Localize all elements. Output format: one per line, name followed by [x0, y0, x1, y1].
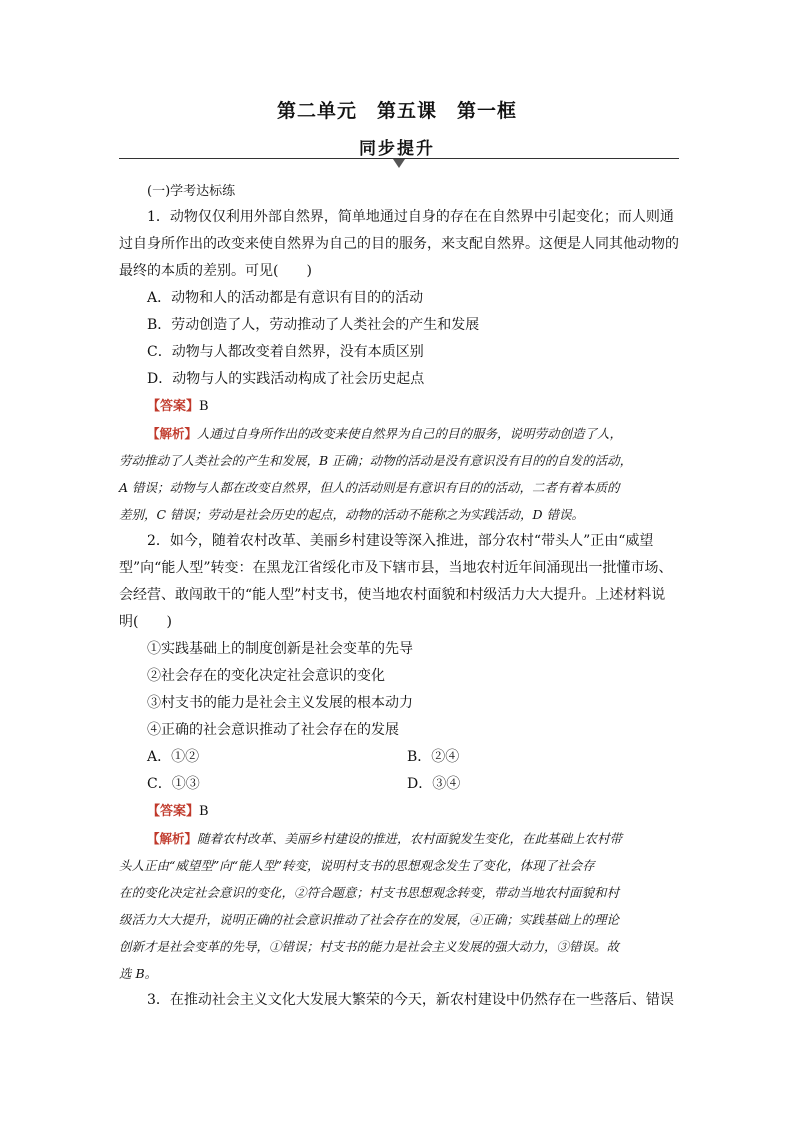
q2-options-row [119, 744, 679, 771]
answer-tag: 【答案】 [147, 804, 200, 819]
question-1 [119, 204, 679, 528]
question-2 [119, 528, 679, 987]
explain-tag: 【解析】 [147, 426, 198, 441]
q2-explain-line: 【解析】随着农村改革、美丽乡村建设的推进，农村面貌发生变化，在此基础上农村带 [147, 831, 623, 846]
answer-value: B [199, 399, 209, 414]
q2-option-c: C．①③ [147, 776, 200, 792]
q1-stem-line: 最终的本质的差别。可见( ) [119, 263, 312, 279]
q2-answer [119, 798, 679, 825]
answer-tag: 【答案】 [147, 399, 200, 414]
q1-answer [119, 393, 679, 420]
q1-option-c: C．动物与人都改变着自然界，没有本质区别 [147, 344, 424, 360]
q2-explain-line: 在的变化决定社会意识的变化，②符合题意；村支书思想观念转变，带动当地农村面貌和村 [119, 885, 620, 900]
q2-explain-line: 创新才是社会变革的先导，①错误；村支书的能力是社会主义发展的强大动力，③错误。故 [119, 939, 620, 954]
q2-option-d: D．③④ [407, 776, 461, 792]
q2-stem-line: 2．如今，随着农村改革、美丽乡村建设等深入推进，部分农村“带头人”正由“威望 [147, 533, 654, 549]
q3-stem-line: 3．在推动社会主义文化大发展大繁荣的今天，新农村建设中仍然存在一些落后、错误 [147, 992, 674, 1008]
q1-option-d: D．动物与人的实践活动构成了社会历史起点 [147, 371, 425, 387]
q1-explain-line: 【解析】人通过自身所作出的改变来使自然界为自己的目的服务，说明劳动创造了人， [147, 426, 623, 441]
explain-tag: 【解析】 [147, 831, 198, 846]
q1-explain-line: 劳动推动了人类社会的产生和发展，B 正确；动物的活动是没有意识没有目的的自发的活动， [119, 453, 633, 468]
q1-stem-line: 过自身所作出的改变来使自然界为自己的目的服务，来支配自然界。这便是人同其他动物的 [119, 236, 679, 252]
page-title: 第二单元 第五课 第一框 [276, 100, 517, 122]
page-subtitle: 同步提升 [359, 139, 435, 159]
q2-item-3: ③村支书的能力是社会主义发展的根本动力 [147, 695, 413, 711]
q1-explain-line: A 错误；动物与人都在改变自然界，但人的活动则是有意识有目的的活动，二者有着本质的 [119, 480, 620, 495]
q2-option-b: B．②④ [407, 749, 460, 765]
q2-stem-line: 会经营、敢闯敢干的“能人型”村支书，使当地农村面貌和村级活力大大提升。上述材料说 [119, 587, 666, 603]
answer-value: B [199, 804, 209, 819]
divider-triangle-icon [393, 159, 405, 168]
q2-option-a: A．①② [147, 749, 200, 765]
q2-stem-line: 明( ) [119, 614, 172, 630]
q2-stem-line: 型”向“能人型”转变：在黑龙江省绥化市及下辖市县，当地农村近年间涌现出一批懂市场、 [119, 560, 673, 576]
q1-option-a: A．动物和人的活动都是有意识有目的的活动 [147, 290, 424, 306]
section-label: (一)学考达标练 [147, 184, 236, 199]
content [119, 180, 679, 1014]
q2-options-row [119, 771, 679, 798]
q2-explain-line: 选 B。 [119, 966, 158, 981]
q2-item-1: ①实践基础上的制度创新是社会变革的先导 [147, 641, 413, 657]
q1-option-b: B．劳动创造了人，劳动推动了人类社会的产生和发展 [147, 317, 480, 333]
q2-item-2: ②社会存在的变化决定社会意识的变化 [147, 668, 385, 684]
q1-explain-line: 差别，C 错误；劳动是社会历史的起点，动物的活动不能称之为实践活动，D 错误。 [119, 507, 585, 522]
question-3 [119, 987, 679, 1014]
q2-explain-line: 级活力大大提升，说明正确的社会意识推动了社会存在的发展，④正确；实践基础上的理论 [119, 912, 620, 927]
q2-item-4: ④正确的社会意识推动了社会存在的发展 [147, 722, 399, 738]
q2-explain-line: 头人正由“威望型”向“能人型”转变，说明村支书的思想观念发生了变化，体现了社会存 [119, 858, 595, 873]
q1-stem-line: 1．动物仅仅利用外部自然界，简单地通过自身的存在在自然界中引起变化；而人则通 [147, 209, 674, 225]
